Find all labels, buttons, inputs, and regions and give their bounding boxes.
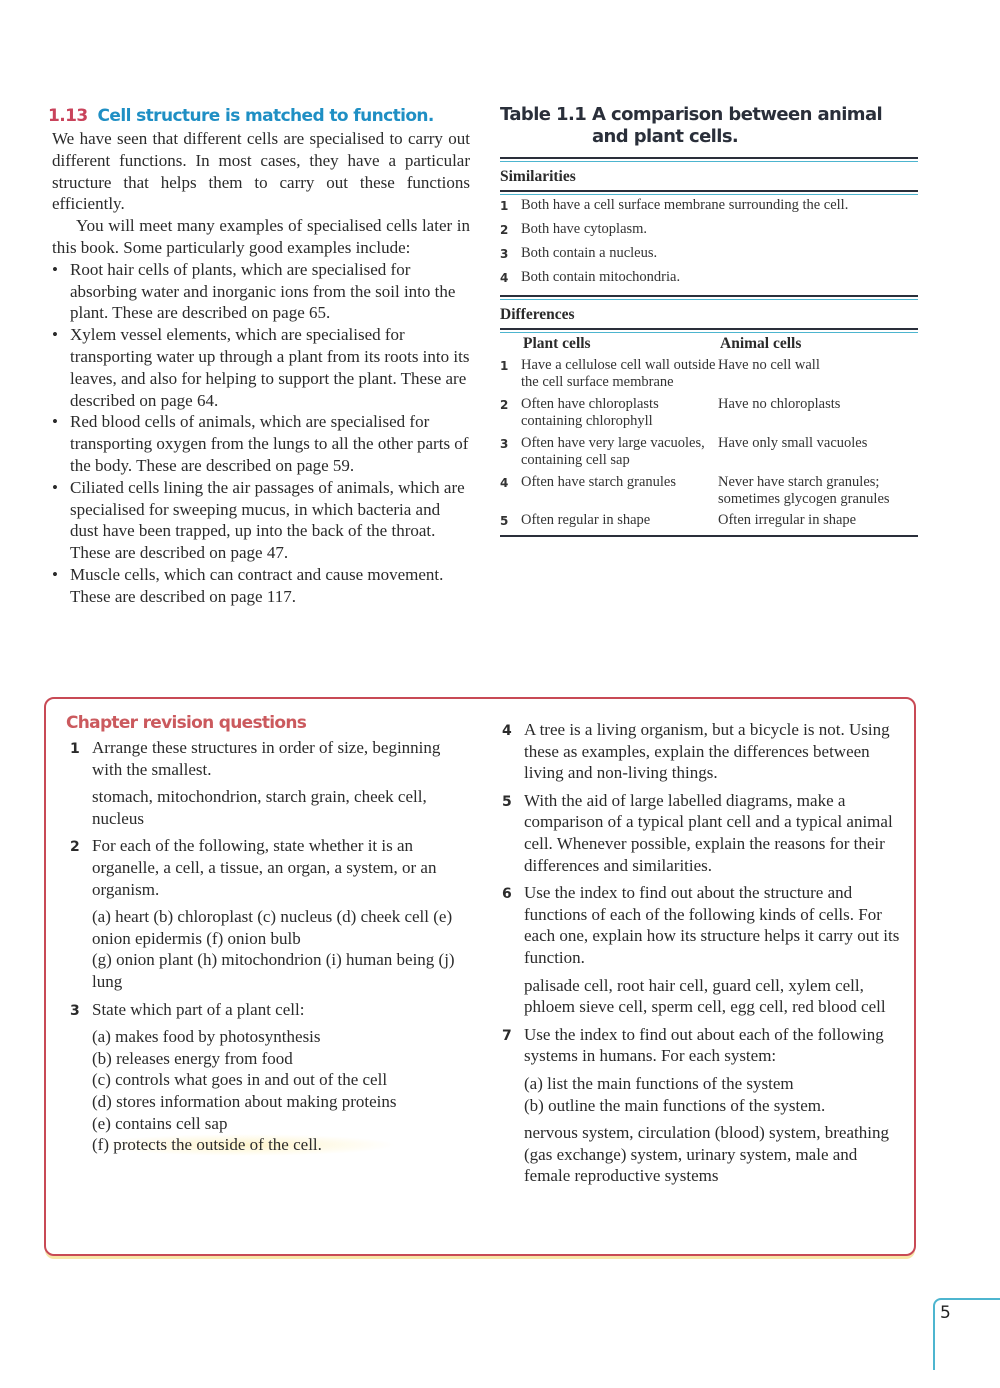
list-item: • Red blood cells of animals, which are specialised for transporting oxygen from the lungs to all the other parts of the body. These are described on page 59. — [70, 411, 470, 476]
examples-paragraph: You will meet many examples of specialised cells later in this book. Some particularly good examples include: — [52, 216, 470, 257]
table-rule — [500, 328, 918, 333]
revision-column-right — [502, 719, 902, 1187]
similarities-heading: Similarities — [500, 168, 576, 185]
intro-paragraph: We have seen that different cells are specialised to carry out different functions. In most cases, they have a particular structure that helps them to carry out these functions efficiently. — [52, 129, 470, 214]
question-5: 5 With the aid of large labelled diagrams, make a comparison of a typical plant cell and a typical animal cell. Whenever possible, explain the reasons for their differences and similarities. — [502, 790, 893, 875]
section-number: 1.13 — [48, 106, 88, 126]
table-caption: A comparison between animal and plant cells. — [592, 104, 883, 147]
table-row: 4 Often have starch granules Never have starch granules; sometimes glycogen granules — [500, 474, 890, 507]
table-row: 2 Often have chloroplasts containing chlorophyll Have no chloroplasts — [500, 396, 841, 429]
comparison-table — [500, 104, 918, 537]
list-item: • Xylem vessel elements, which are specialised for transporting water up through a plant from its roots into its leaves, and also for helping to support the plant. These are described on page 64. — [70, 324, 470, 411]
table-column-headers — [500, 335, 918, 353]
question-3: 3 State which part of a plant cell: (a) makes food by photosynthesis (b) releases energy from food (c) controls what goes in and out of the cell (d) stores information about making proteins (e) contains cell sap (f) protects the outside of the cell. — [70, 999, 397, 1155]
revision-column-left — [70, 737, 470, 1156]
question-4: 4 A tree is a living organism, but a bicycle is not. Using these as examples, explain the differences between living and non-living things. — [502, 720, 890, 783]
table-row: 3 Often have very large vacuoles, containing cell sap Have only small vacuoles — [500, 435, 868, 468]
section-title: Cell structure is matched to function. — [97, 106, 434, 126]
table-rule — [500, 190, 918, 195]
list-item: • Muscle cells, which can contract and cause movement. These are described on page 117. — [70, 564, 470, 608]
table-row: 1 Have a cellulose cell wall outside the cell surface membrane Have no cell wall — [500, 357, 820, 390]
differences-heading: Differences — [500, 306, 575, 323]
revision-questions-box — [44, 697, 916, 1256]
table-row: 2 Both have cytoplasm. — [500, 221, 648, 237]
table-row: 3 Both contain a nucleus. — [500, 245, 658, 261]
section-1-13 — [48, 106, 470, 608]
question-7: 7 Use the index to find out about each of the following systems in humans. For each system: (a) list the main functions of the system (b) outline the main functions of the system. nervous system, circulation (blood) system, breathing (gas exchange) system, urinary system, male and female reproductive systems — [502, 1024, 889, 1186]
table-title — [500, 104, 918, 148]
list-item: • Root hair cells of plants, which are specialised for absorbing water and inorganic ions from the soil into the plant. These are described on page 65. — [70, 259, 470, 324]
table-bottom-rule — [500, 535, 918, 537]
question-2: 2 For each of the following, state whether it is an organelle, a cell, a tissue, an organ, a system, or an organism. (a) heart (b) chloroplast (c) nucleus (d) cheek cell (e) onion epidermis (f) onion bulb (g) onion plant (h) mitochondrion (i) human being (j) lung — [70, 836, 455, 991]
page-number: 5 — [940, 1303, 951, 1323]
list-item: • Ciliated cells lining the air passages of animals, which are specialised for sweeping mucus, in which bacteria and dust have been trapped, up into the back of the throat. These are described on page 47. — [70, 477, 470, 564]
revision-title: Chapter revision questions — [66, 713, 307, 733]
question-6: 6 Use the index to find out about the structure and functions of each of the following kinds of cells. For each one, explain how its structure helps it carry out its function. palisade cell, root hair cell, guard cell, xylem cell, phloem sieve cell, sperm cell, egg cell, red blood cell — [502, 883, 900, 1017]
table-row: 1 Both have a cell surface membrane surrounding the cell. — [500, 197, 849, 213]
question-1: 1 Arrange these structures in order of size, beginning with the smallest. stomach, mitochondrion, starch grain, cheek cell, nucleus — [70, 738, 441, 828]
column-header-animal: Animal cells — [720, 335, 802, 352]
table-row: 4 Both contain mitochondria. — [500, 269, 681, 285]
table-row: 5 Often regular in shape Often irregular in shape — [500, 512, 857, 528]
table-label: Table 1.1 — [500, 104, 587, 125]
examples-list — [48, 259, 470, 608]
section-heading — [48, 106, 470, 126]
column-header-plant: Plant cells — [523, 335, 591, 352]
